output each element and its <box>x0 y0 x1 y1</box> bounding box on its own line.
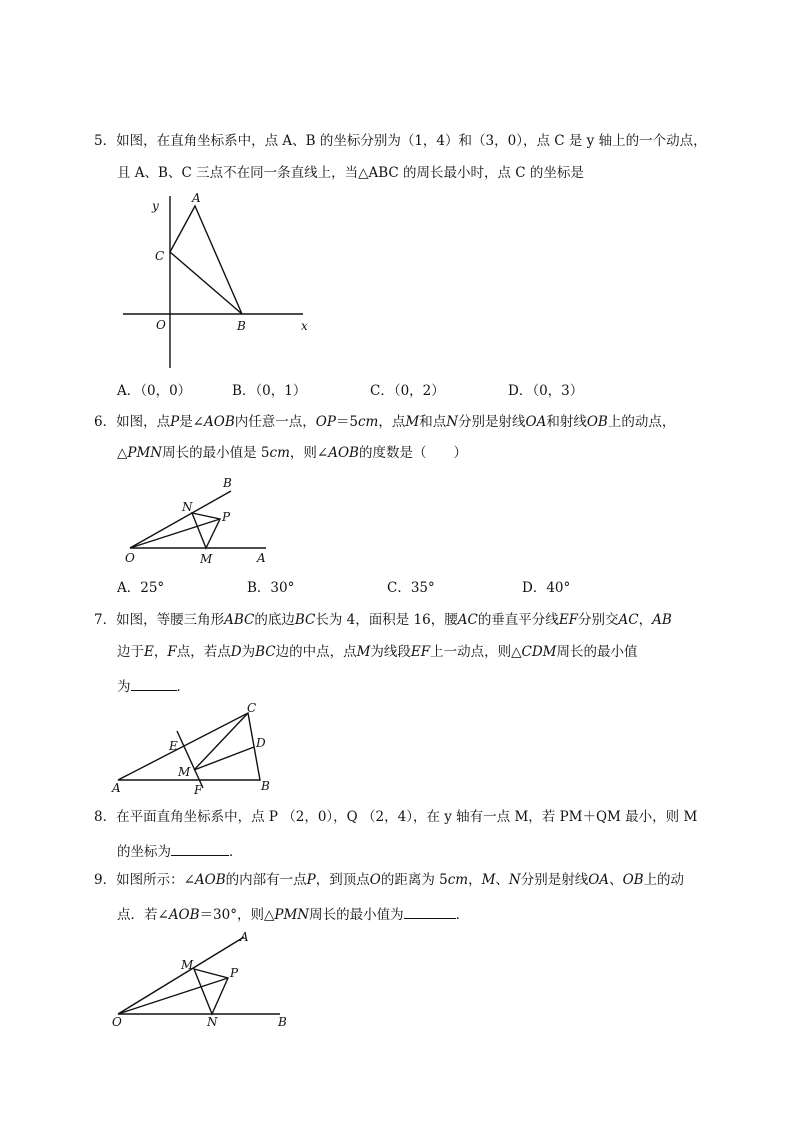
q5-triangle-abc <box>170 206 242 314</box>
q7-point-m: M <box>178 765 191 779</box>
q5-option-c: C．（0，2） <box>370 383 445 399</box>
q5-point-b: B <box>237 319 246 333</box>
q8-answer-blank[interactable] <box>171 843 229 856</box>
q6-option-d: D．40° <box>522 580 571 596</box>
q6-option-a: A．25° <box>117 580 165 596</box>
q9-point-n: N <box>207 1015 218 1029</box>
q6-point-b: B <box>223 476 232 490</box>
q9-segment-op <box>118 978 228 1014</box>
q9-point-b: B <box>278 1015 287 1029</box>
q6-line2: △PMN周长的最小值是 5cm，则∠AOB的度数是（ ） <box>117 445 467 461</box>
q9-point-p: P <box>230 966 239 980</box>
q7-segment-cm <box>194 713 248 770</box>
q7-answer-blank[interactable] <box>131 678 177 691</box>
q8-line1: 8．在平面直角坐标系中，点 P （2，0），Q （2，4），在 y 轴有一点 M，若 PM＋QM 最小，则 M <box>94 809 698 825</box>
q6-point-m: M <box>200 552 213 566</box>
q6-point-a: A <box>257 551 266 565</box>
q5-y-label: y <box>152 199 159 213</box>
q7-point-f: F <box>194 783 203 797</box>
q9-triangle-pmn <box>194 969 228 1014</box>
q7-point-e: E <box>169 739 178 753</box>
q5-point-c: C <box>155 249 165 263</box>
q7-point-c: C <box>247 701 257 715</box>
q5-x-label: x <box>301 319 308 333</box>
q7-point-a: A <box>112 781 121 795</box>
q8-line2: 的坐标为 ． <box>117 844 243 860</box>
q9-answer-blank[interactable] <box>404 906 456 919</box>
q6-point-n: N <box>182 500 193 514</box>
q5-option-d: D．（0，3） <box>508 383 584 399</box>
q5-line2: 且 A、B、C 三点不在同一条直线上，当△ABC 的周长最小时，点 C 的坐标是 <box>117 165 584 181</box>
q9-point-a: A <box>240 930 249 944</box>
q5-figure <box>115 188 325 373</box>
q7-segment-md <box>194 747 254 770</box>
q6-point-o: O <box>125 551 135 565</box>
q5-option-a: A．（0，0） <box>117 383 192 399</box>
q6-point-p: P <box>222 510 231 524</box>
q7-figure <box>106 700 276 798</box>
q9-line1: 9．如图所示：∠AOB的内部有一点P，到顶点O的距离为 5cm，M、N分别是射线OA、OB上的动 <box>94 872 685 888</box>
q5-point-a: A <box>192 191 201 205</box>
q9-ray-oa <box>118 937 244 1014</box>
q9-line2: 点．若∠AOB＝30°，则△PMN周长的最小值为 ． <box>117 907 470 923</box>
q6-figure <box>118 474 278 566</box>
q6-option-b: B．30° <box>247 580 295 596</box>
q5-point-o: O <box>156 318 166 332</box>
q9-point-m: M <box>181 958 194 972</box>
q9-point-o: O <box>112 1015 122 1029</box>
q5-option-b: B．（0，1） <box>232 383 307 399</box>
q7-line1: 7．如图，等腰三角形ABC的底边BC长为 4，面积是 16，腰AC的垂直平分线EF分别交AC，AB <box>94 612 672 628</box>
q7-line3: 为 ． <box>117 679 190 695</box>
q6-ray-ob <box>130 491 231 548</box>
q7-point-d: D <box>256 736 266 750</box>
q9-figure <box>108 928 293 1030</box>
q6-option-c: C．35° <box>387 580 435 596</box>
q6-line1: 6．如图，点P是∠AOB内任意一点，OP＝5cm，点M和点N分别是射线OA和射线OB上的动点， <box>94 414 676 430</box>
q5-line1: 5．如图，在直角坐标系中，点 A、B 的坐标分别为（1，4）和（3，0），点 C 是 y 轴上的一个动点， <box>94 133 707 149</box>
q6-triangle-pmn <box>192 513 220 548</box>
q7-point-b: B <box>261 779 270 793</box>
q7-line2: 边于E，F点，若点D为BC边的中点，点M为线段EF上一动点，则△CDM周长的最小值 <box>117 644 638 660</box>
